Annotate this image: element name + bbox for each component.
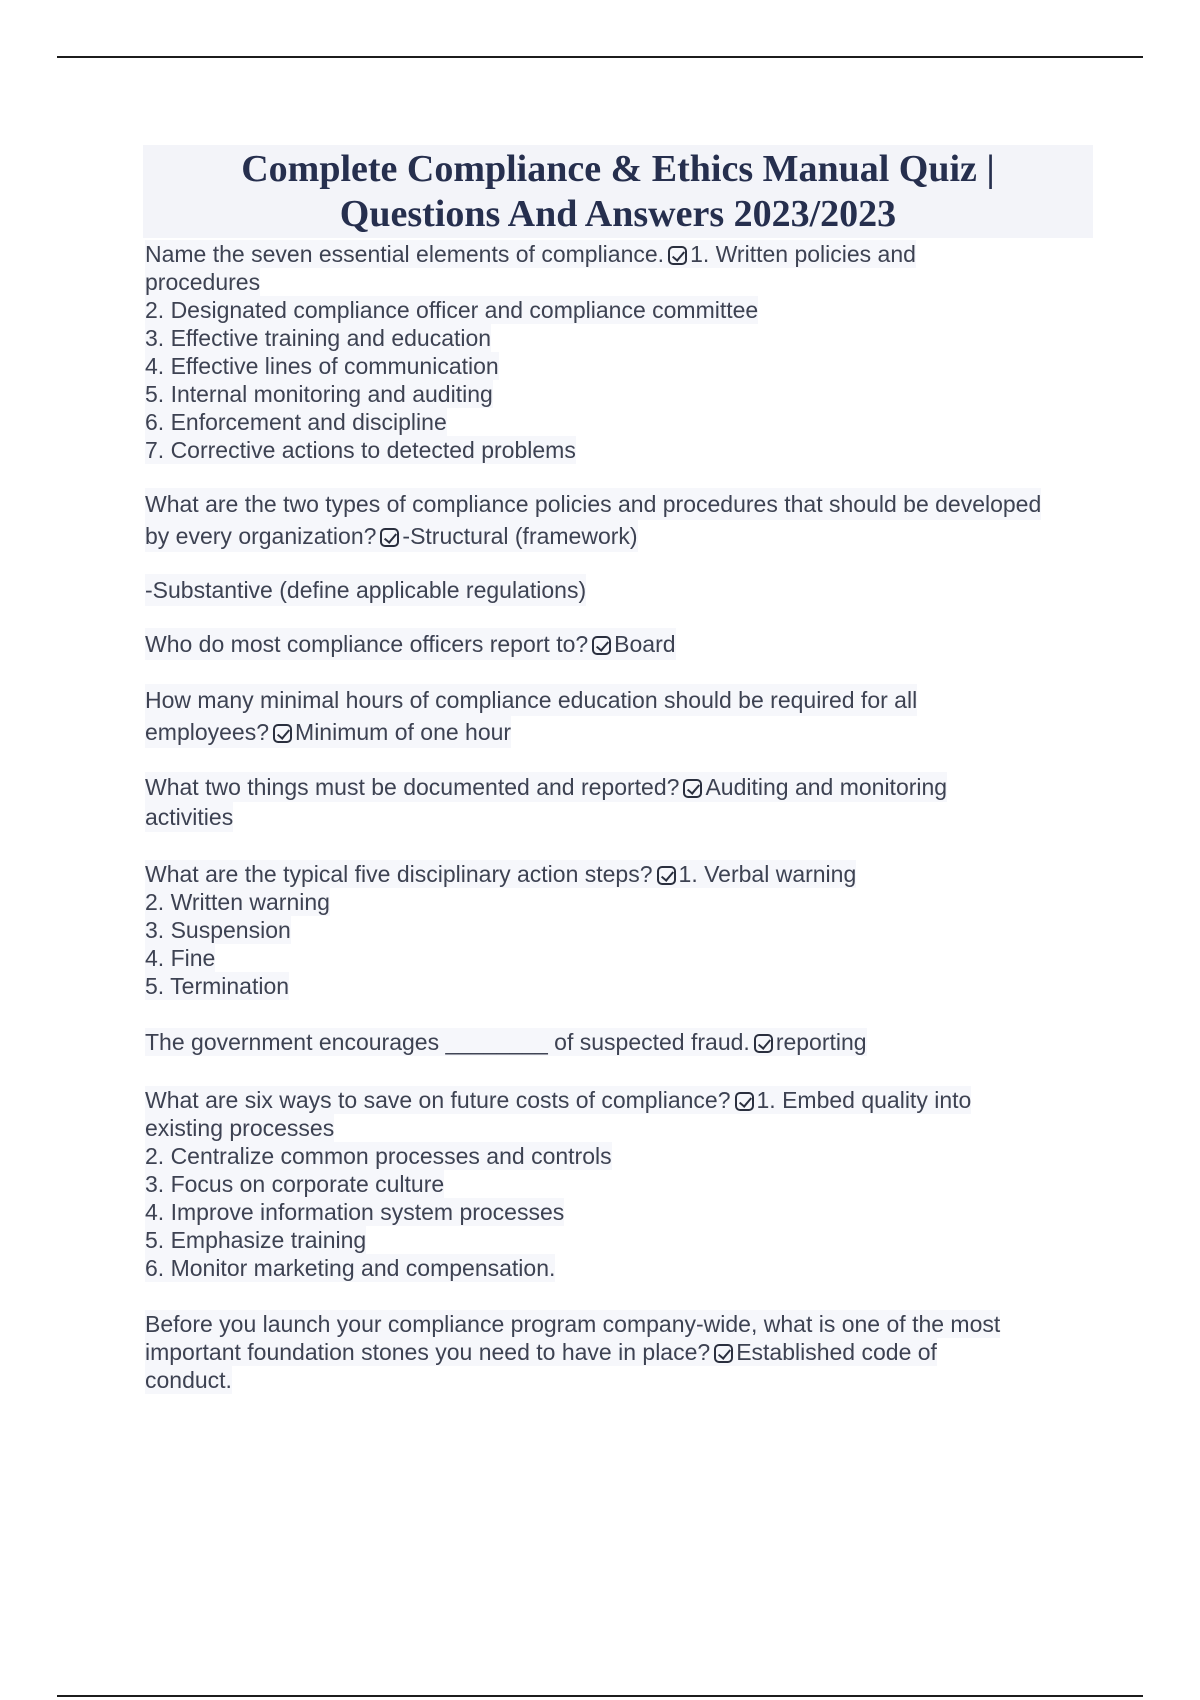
answer-text: Minimum of one hour <box>295 719 512 745</box>
top-rule <box>57 56 1143 58</box>
answer-line: 2. Centralize common processes and controls <box>145 1143 612 1169</box>
answer-line: 5. Termination <box>145 973 290 999</box>
answer-line: 6. Monitor marketing and compensation. <box>145 1255 556 1281</box>
answer-line: 6. Enforcement and discipline <box>145 409 447 435</box>
question-line: What are the typical five disciplinary action steps? 1. Verbal warning <box>145 861 857 887</box>
qa-item <box>145 1310 1095 1394</box>
answer-text: -Structural (framework) <box>402 523 638 549</box>
answer-line: existing processes <box>145 1115 335 1141</box>
title-line-1: Complete Compliance & Ethics Manual Quiz | <box>241 148 995 190</box>
answer-line: procedures <box>145 269 261 295</box>
question-line: What two things must be documented and reported? Auditing and monitoring <box>145 774 948 800</box>
answer-text: Established code of <box>736 1339 937 1365</box>
answer-line: 4. Fine <box>145 945 216 971</box>
answer-line: 4. Improve information system processes <box>145 1199 565 1225</box>
question-line: Who do most compliance officers report to? Board <box>145 628 676 660</box>
question-line: by every organization? -Structural (framework) <box>145 520 638 552</box>
answer-line: 3. Focus on corporate culture <box>145 1171 445 1197</box>
answer-line: conduct. <box>145 1367 232 1393</box>
answer-text: Board <box>614 631 676 657</box>
qa-item <box>145 488 1095 606</box>
document-title <box>143 147 1093 237</box>
question-line: important foundation stones you need to have in place? Established code of <box>145 1339 937 1365</box>
checkbox-checked-icon <box>380 528 399 547</box>
answer-text: reporting <box>775 1029 867 1055</box>
checkbox-checked-icon <box>657 866 676 885</box>
checkbox-checked-icon <box>754 1034 773 1053</box>
question-line: Before you launch your compliance program company-wide, what is one of the most <box>145 1311 1001 1337</box>
qa-item <box>145 628 1095 660</box>
answer-line: -Substantive (define applicable regulations) <box>145 574 586 606</box>
question-line: employees? Minimum of one hour <box>145 716 511 748</box>
question-line: What are the two types of compliance policies and procedures that should be developed <box>145 488 1041 520</box>
qa-item <box>145 1086 1095 1282</box>
qa-item <box>145 684 1095 748</box>
answer-line: 5. Internal monitoring and auditing <box>145 381 493 407</box>
question-line: What are six ways to save on future costs of compliance? 1. Embed quality into <box>145 1087 972 1113</box>
document-title-block <box>143 145 1093 238</box>
answer-line: 2. Designated compliance officer and compliance committee <box>145 297 759 323</box>
checkbox-checked-icon <box>592 636 611 655</box>
checkbox-checked-icon <box>668 246 687 265</box>
question-line: How many minimal hours of compliance education should be required for all <box>145 684 917 716</box>
answer-line: 3. Effective training and education <box>145 325 492 351</box>
qa-item <box>145 240 1095 464</box>
qa-item <box>145 1028 1095 1056</box>
qa-item <box>145 772 1095 832</box>
answer-text: 1. Verbal warning <box>678 861 857 887</box>
checkbox-checked-icon <box>714 1344 733 1363</box>
answer-text: 1. Embed quality into <box>756 1087 972 1113</box>
question-line: The government encourages ________ of suspected fraud. reporting <box>145 1029 867 1055</box>
answer-line: 7. Corrective actions to detected problems <box>145 437 576 463</box>
answer-line: 5. Emphasize training <box>145 1227 367 1253</box>
bottom-rule <box>57 1695 1143 1697</box>
checkbox-checked-icon <box>683 779 702 798</box>
question-line: Name the seven essential elements of compliance. 1. Written policies and <box>145 241 916 267</box>
answer-line: activities <box>145 804 234 830</box>
checkbox-checked-icon <box>735 1092 754 1111</box>
answer-line: 2. Written warning <box>145 889 330 915</box>
qa-content <box>145 240 1095 1424</box>
answer-text: 1. Written policies and <box>690 241 916 267</box>
checkbox-checked-icon <box>273 724 292 743</box>
answer-text: Auditing and monitoring <box>705 774 948 800</box>
answer-line: 3. Suspension <box>145 917 291 943</box>
qa-item <box>145 860 1095 1000</box>
title-line-2: Questions And Answers 2023/2023 <box>339 193 897 235</box>
answer-line: 4. Effective lines of communication <box>145 353 499 379</box>
